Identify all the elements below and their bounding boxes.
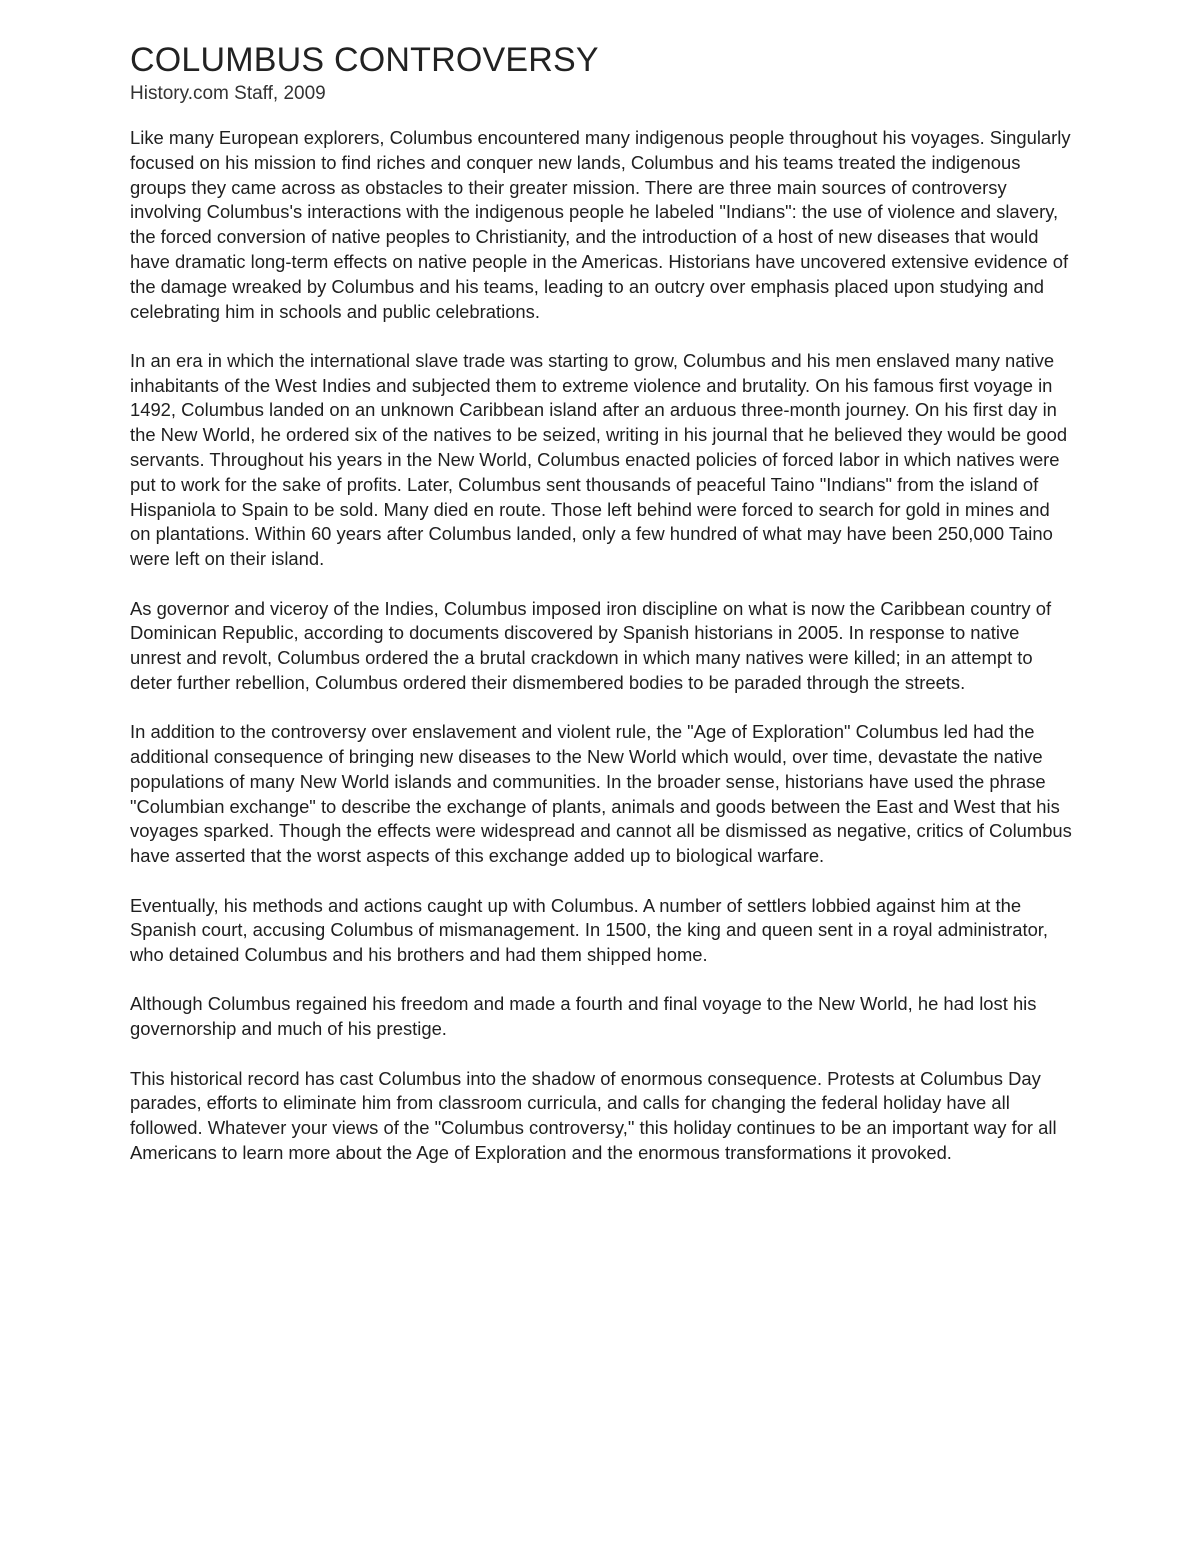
paragraph-7: This historical record has cast Columbus into the shadow of enormous consequence. Protests at Columbus Day parades, efforts to eliminate him from classroom curricula, and calls for changing the federal holiday have all followed. Whatever your views of the "Columbus controversy," this holiday continues to be an important way for all Americans to learn more about the Age of Exploration and the enormous transformations it provoked. [130,1067,1057,1163]
paragraph-2: In an era in which the international slave trade was starting to grow, Columbus and his men enslaved many native inhabitants of the West Indies and subjected them to extreme violence and brutality. On his famous first voyage in 1492, Columbus landed on an unknown Caribbean island after an arduous three-month journey. On his first day in the New World, he ordered six of the natives to be seized, writing in his journal that he believed they would be good servants. Throughout his years in the New World, Columbus enacted policies of forced labor in which natives were put to work for the sake of profits. Later, Columbus sent thousands of peaceful Taino "Indians" from the island of Hispaniola to Spain to be sold. Many died en route. Those left behind were forced to search for gold in mines and on plantations. Within 60 years after Columbus landed, only a few hundred of what may have been 250,000 Taino were left on their island. [130,349,1068,570]
document-title: COLUMBUS CONTROVERSY [130,41,599,79]
paragraph-1: Like many European explorers, Columbus encountered many indigenous people throughout his voyages. Singularly focused on his mission to find riches and conquer new lands, Columbus and his teams treated the indigenous groups they came across as obstacles to their greater mission. There are three main sources of controversy involving Columbus's interactions with the indigenous people he labeled "Indians": the use of violence and slavery, the forced conversion of native peoples to Christianity, and the introduction of a host of new diseases that would have dramatic long-term effects on native people in the Americas. Historians have uncovered extensive evidence of the damage wreaked by Columbus and his teams, leading to an outcry over emphasis placed upon studying and celebrating him in schools and public celebrations. [130,127,1071,322]
paragraph-4: In addition to the controversy over enslavement and violent rule, the "Age of Exploration" Columbus led had the additional consequence of bringing new diseases to the New World which would, over time, devastate the native populations of many New World islands and communities. In the broader sense, historians have used the phrase "Columbian exchange" to describe the exchange of plants, animals and goods between the East and West that his voyages sparked. Though the effects were widespread and cannot all be dismissed as negative, critics of Columbus have asserted that the worst aspects of this exchange added up to biological warfare. [130,721,1072,867]
document-byline: History.com Staff, 2009 [130,83,326,104]
paragraph-3: As governor and viceroy of the Indies, Columbus imposed iron discipline on what is now the Caribbean country of Dominican Republic, according to documents discovered by Spanish historians in 2005. In response to native unrest and revolt, Columbus ordered the a brutal crackdown in which many natives were killed; in an attempt to deter further rebellion, Columbus ordered their dismembered bodies to be paraded through the streets. [130,597,1052,693]
paragraph-6: Although Columbus regained his freedom and made a fourth and final voyage to the New World, he had lost his governorship and much of his prestige. [130,993,1037,1040]
paragraph-5: Eventually, his methods and actions caught up with Columbus. A number of settlers lobbied against him at the Spanish court, accusing Columbus of mismanagement. In 1500, the king and queen sent in a royal administrator, who detained Columbus and his brothers and had them shipped home. [130,894,1049,966]
document-page [130,40,1075,1190]
